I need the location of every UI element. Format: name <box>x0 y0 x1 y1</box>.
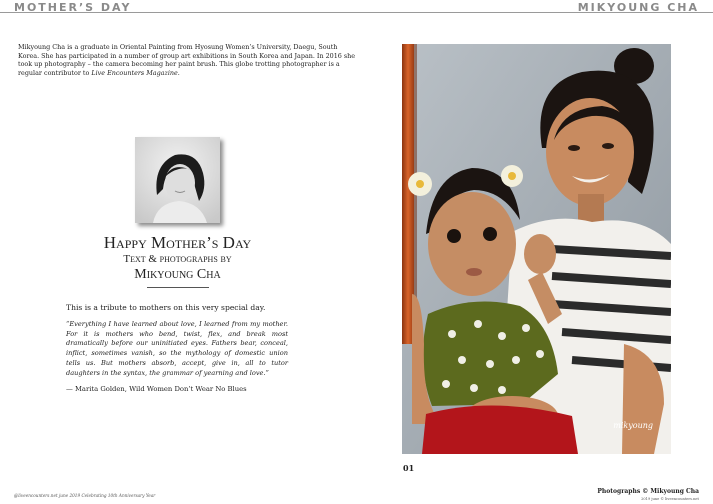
author-bio <box>18 43 358 78</box>
magazine-name: Live Encounters Magazine <box>91 69 178 78</box>
photo-image <box>402 44 671 454</box>
title-rule <box>147 287 209 288</box>
bio-end: . <box>177 69 180 78</box>
bio-text: Mikyoung Cha is a graduate in Oriental Painting from Hyosung Women’s University, Daegu, South Korea. She has participated in a number of group art exhibitions in South Korea and Japan. In 2016 she took up photography – the camera becoming her paint brush. This globe trotting photographer is a regular contributor to <box>18 43 356 78</box>
photo-signature: mikyoung <box>613 421 653 430</box>
footer-right: 2019 june © liveencounters.net <box>641 497 699 501</box>
quote-attribution: — Marita Golden, Wild Women Don’t Wear No Blues <box>66 385 247 393</box>
tribute-text: This is a tribute to mothers on this very special day. <box>66 303 266 312</box>
title-author: Mikyoung Cha <box>134 267 221 282</box>
author-name-header: MIKYOUNG CHA <box>577 1 699 14</box>
title-byline: Text & photographs by <box>123 253 232 265</box>
footer-left: @liveencounters.net june 2019 Celebrating 10th Anniversary Year <box>14 493 156 498</box>
quote-text: “Everything I have learned about love, I learned from my mother. For it is mothers who bend, twist, flex, and break most dramatically before our uninitiated eyes. Fathers bear, conceal, inflict, sometimes vanish, so the mythology of domestic union tells us. But mothers absorb, accept, give in, all to tutor daughters in the syntax, the grammar of yearning and love.” <box>66 320 288 377</box>
page-number: 01 <box>403 463 415 473</box>
article-title <box>40 233 315 288</box>
portrait-image <box>135 137 220 223</box>
author-portrait <box>135 137 220 223</box>
photo-credit: Photographs © Mikyoung Cha <box>597 488 699 495</box>
mother-child-photo <box>402 44 671 454</box>
section-title: MOTHER’S DAY <box>14 1 132 14</box>
title-main: Happy Mother’s Day <box>103 233 252 252</box>
